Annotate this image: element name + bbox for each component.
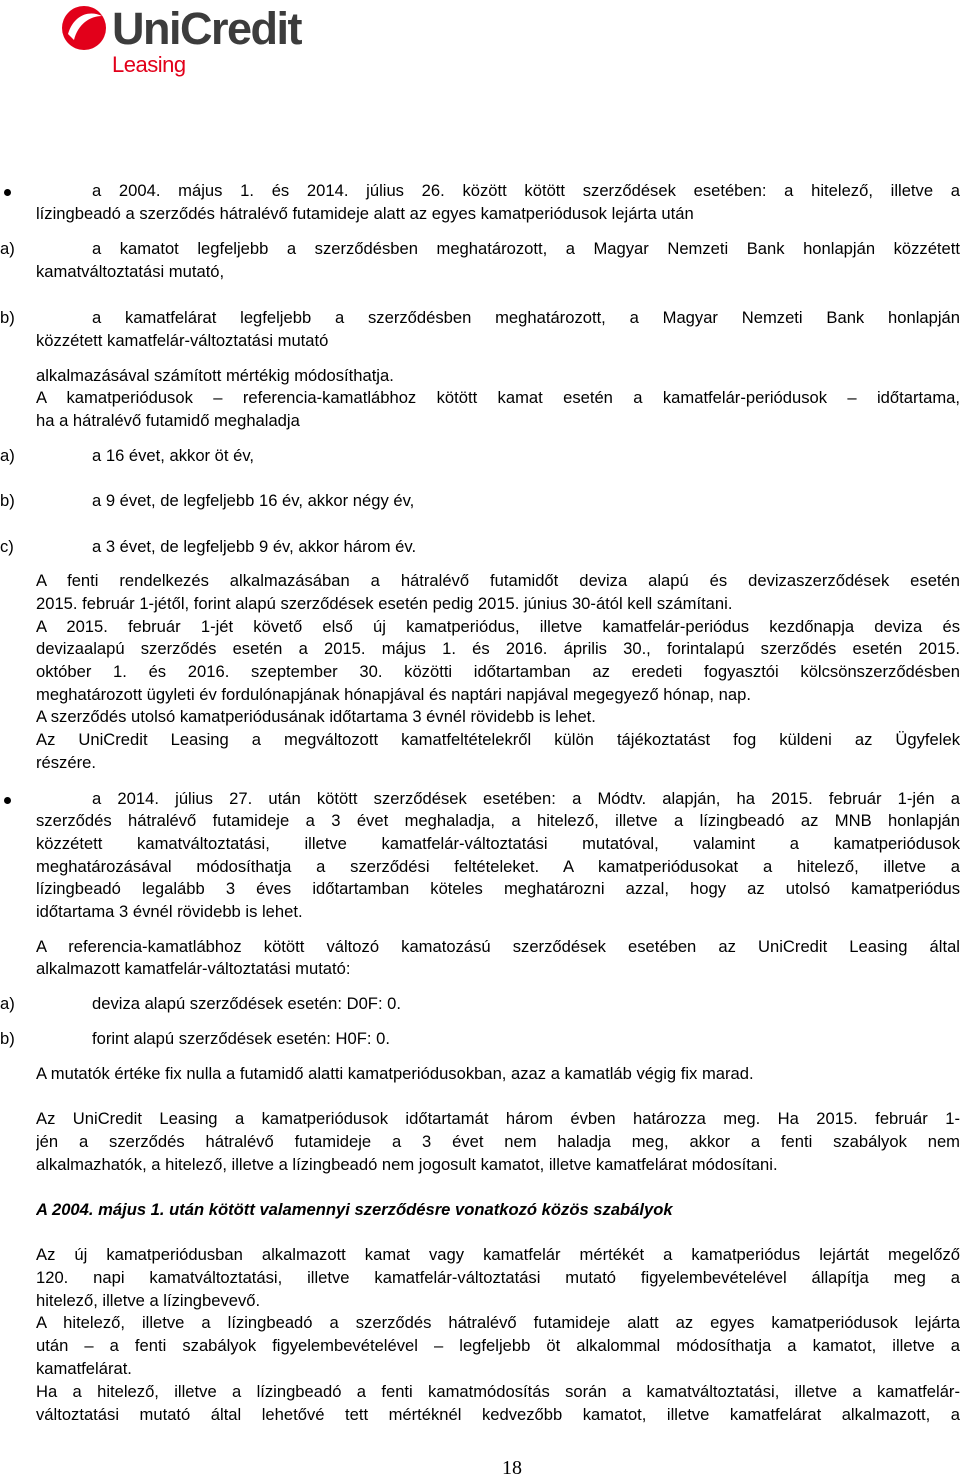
section1-item-a-line-1: a kamatot legfeljebb a szerződésben meghatározott, a Magyar Nemzeti Bank honlapján közzétett [92, 239, 960, 258]
section1-intro-line-2: lízingbeadó a szerződés hátralévő futamideje alatt az egyes kamatperiódusok lejárta után [36, 204, 694, 223]
section3-para2-line-2: után – a fenti szabályok figyelembevételével – legfeljebb öt alkalommal módosíthatja a kamatot, illetve a [36, 1336, 960, 1355]
list-marker: b) [0, 1029, 15, 1048]
section3-para1-line-3: hitelező, illetve a lízingbevevő. [36, 1291, 261, 1310]
section1-para1-line-1: A fenti rendelkezés alkalmazásában a hátralévő futamidőt deviza alapú és devizaszerződések esetén [36, 571, 960, 590]
list-marker: a) [0, 994, 15, 1013]
section1-after-line-2: A kamatperiódusok – referencia-kamatlábhoz kötött kamat esetén a kamatfelár-periódusok – időtartama, [36, 388, 960, 407]
section1-para2-line-3: október 1. és 2016. szeptember 30. közötti időtartamban az eredeti fogyasztói kölcsönszerződésben [36, 662, 960, 681]
section2-intro-line-5: lízingbeadó legalább 3 éves időtartamban köteles meghatározni azzal, hogy az utolsó kamatperiódus [36, 879, 960, 898]
section1-para4-line-1: Az UniCredit Leasing a megváltozott kamatfeltételekről külön tájékoztatást fog küldeni az Ügyfelek [36, 730, 960, 749]
section2-ref-line-1: A referencia-kamatlábhoz kötött változó kamatozású szerződések esetében az UniCredit Leasing által [36, 937, 960, 956]
section1-para2-line-1: A 2015. február 1-jét követő első új kamatperiódus, illetve kamatfelár-periódus kezdőnapja deviza és [36, 617, 960, 636]
section3-para3-line-2: változtatási mutató által lehetővé tett mértéknél kedvezőbb kamatot, illetve kamatfelárat alkalmazott, a [36, 1405, 960, 1424]
section2-intro-line-1: a 2014. július 27. után kötött szerződések esetében: a Módtv. alapján, ha 2015. február 1-jén a [92, 789, 960, 808]
section2-intro-line-2: szerződés hátralévő futamideje a 3 évet meghaladja, a hitelező, illetve a lízingbeadó az MNB honlapján [36, 811, 960, 830]
section2-intro-line-4: meghatározásával módosíthatja a szerződési feltételeket. A kamatperiódusokat a hitelező, illetve a [36, 857, 960, 876]
section1-para3: A szerződés utolsó kamatperiódusának időtartama 3 évnél rövidebb is lehet. [36, 707, 596, 726]
list-marker: b) [0, 308, 15, 327]
bullet-icon [4, 189, 11, 196]
brand-name: UniCredit [112, 3, 301, 54]
section2-para-three-line-3: alkalmazhatók, a hitelező, illetve a lízingbeadó nem jogosult kamatot, illetve kamatfelárat módosítani. [36, 1155, 778, 1174]
section3-para3-line-1: Ha a hitelező, illetve a lízingbeadó a fenti kamatmódosítás során a kamatváltoztatási, illetve a kamatfelár- [36, 1382, 960, 1401]
period-item: a 3 évet, de legfeljebb 9 év, akkor három év. [92, 537, 417, 556]
section3-para2-line-3: kamatfelárat. [36, 1359, 132, 1378]
section1-para1-line-2: 2015. február 1-jétől, forint alapú szerződések esetén pedig 2015. június 30-ától kell számítani. [36, 594, 733, 613]
period-item: a 16 évet, akkor öt év, [92, 446, 255, 465]
section1-para2-line-2: devizaalapú szerződés esetén a 2015. május 1. és 2016. április 30., forintalapú szerződés esetén 2015. [36, 639, 960, 658]
section3-para2-line-1: A hitelező, illetve a lízingbeadó a szerződés hátralévő futamideje alatt az egyes kamatperiódusok lejárta [36, 1313, 960, 1332]
section1-item-a-line-2: kamatváltoztatási mutató, [36, 262, 225, 281]
brand-subtitle: Leasing [112, 52, 186, 77]
section1-intro-line-1: a 2004. május 1. és 2014. július 26. között kötött szerződések esetében: a hitelező, illetve a [92, 181, 960, 200]
list-marker: b) [0, 491, 15, 510]
section2-intro-line-3: közzétett kamatváltoztatási, illetve kamatfelár-változtatási mutatóval, valamint a kamatperiódusok [36, 834, 960, 853]
section2-intro-line-6: időtartama 3 évnél rövidebb is lehet. [36, 902, 303, 921]
section1-para2-line-4: meghatározott ügyleti év fordulónapjának hónapjával és naptári napjával megegyező hónap, nap. [36, 685, 751, 704]
section2-para-three-line-1: Az UniCredit Leasing a kamatperiódusok időtartamát három évben határozza meg. Ha 2015. február 1- [36, 1109, 960, 1128]
section3-para1-line-2: 120. napi kamatváltoztatási, illetve kamatfelár-változtatási mutató figyelembevételével állapítja meg a [36, 1268, 960, 1287]
section1-para4-line-2: részére. [36, 753, 96, 772]
section2-ref-line-2: alkalmazott kamatfelár-változtatási mutató: [36, 959, 351, 978]
section1-after-line-3: ha a hátralévő futamidő meghaladja [36, 411, 300, 430]
list-marker: c) [0, 537, 14, 556]
unicredit-leasing-logo [60, 4, 300, 80]
section3-heading: A 2004. május 1. után kötött valamennyi szerződésre vonatkozó közös szabályok [36, 1200, 673, 1219]
section1-item-b-line-1: a kamatfelárat legfeljebb a szerződésben meghatározott, a Magyar Nemzeti Bank honlapján [92, 308, 960, 327]
section2-para-three-line-2: jén a szerződés hátralévő futamideje a 3 évet nem haladja meg, akkor a fenti szabályok nem [36, 1132, 960, 1151]
indicator-item: deviza alapú szerződések esetén: D0F: 0. [92, 994, 402, 1013]
page-number: 18 [502, 1457, 522, 1479]
bullet-icon [4, 797, 11, 804]
section1-after-line-1: alkalmazásával számított mértékig módosíthatja. [36, 366, 394, 385]
list-marker: a) [0, 239, 15, 258]
period-item: a 9 évet, de legfeljebb 16 év, akkor négy év, [92, 491, 415, 510]
list-marker: a) [0, 446, 15, 465]
section2-para-fixed: A mutatók értéke fix nulla a futamidő alatti kamatperiódusokban, azaz a kamatláb végig fix marad. [36, 1064, 754, 1083]
unicredit-logo-icon [60, 4, 108, 52]
section3-para1-line-1: Az új kamatperiódusban alkalmazott kamat vagy kamatfelár mértékét a kamatperiódus lejártát megelőző [36, 1245, 960, 1264]
indicator-item: forint alapú szerződések esetén: H0F: 0. [92, 1029, 390, 1048]
section1-item-b-line-2: közzétett kamatfelár-változtatási mutató [36, 331, 329, 350]
